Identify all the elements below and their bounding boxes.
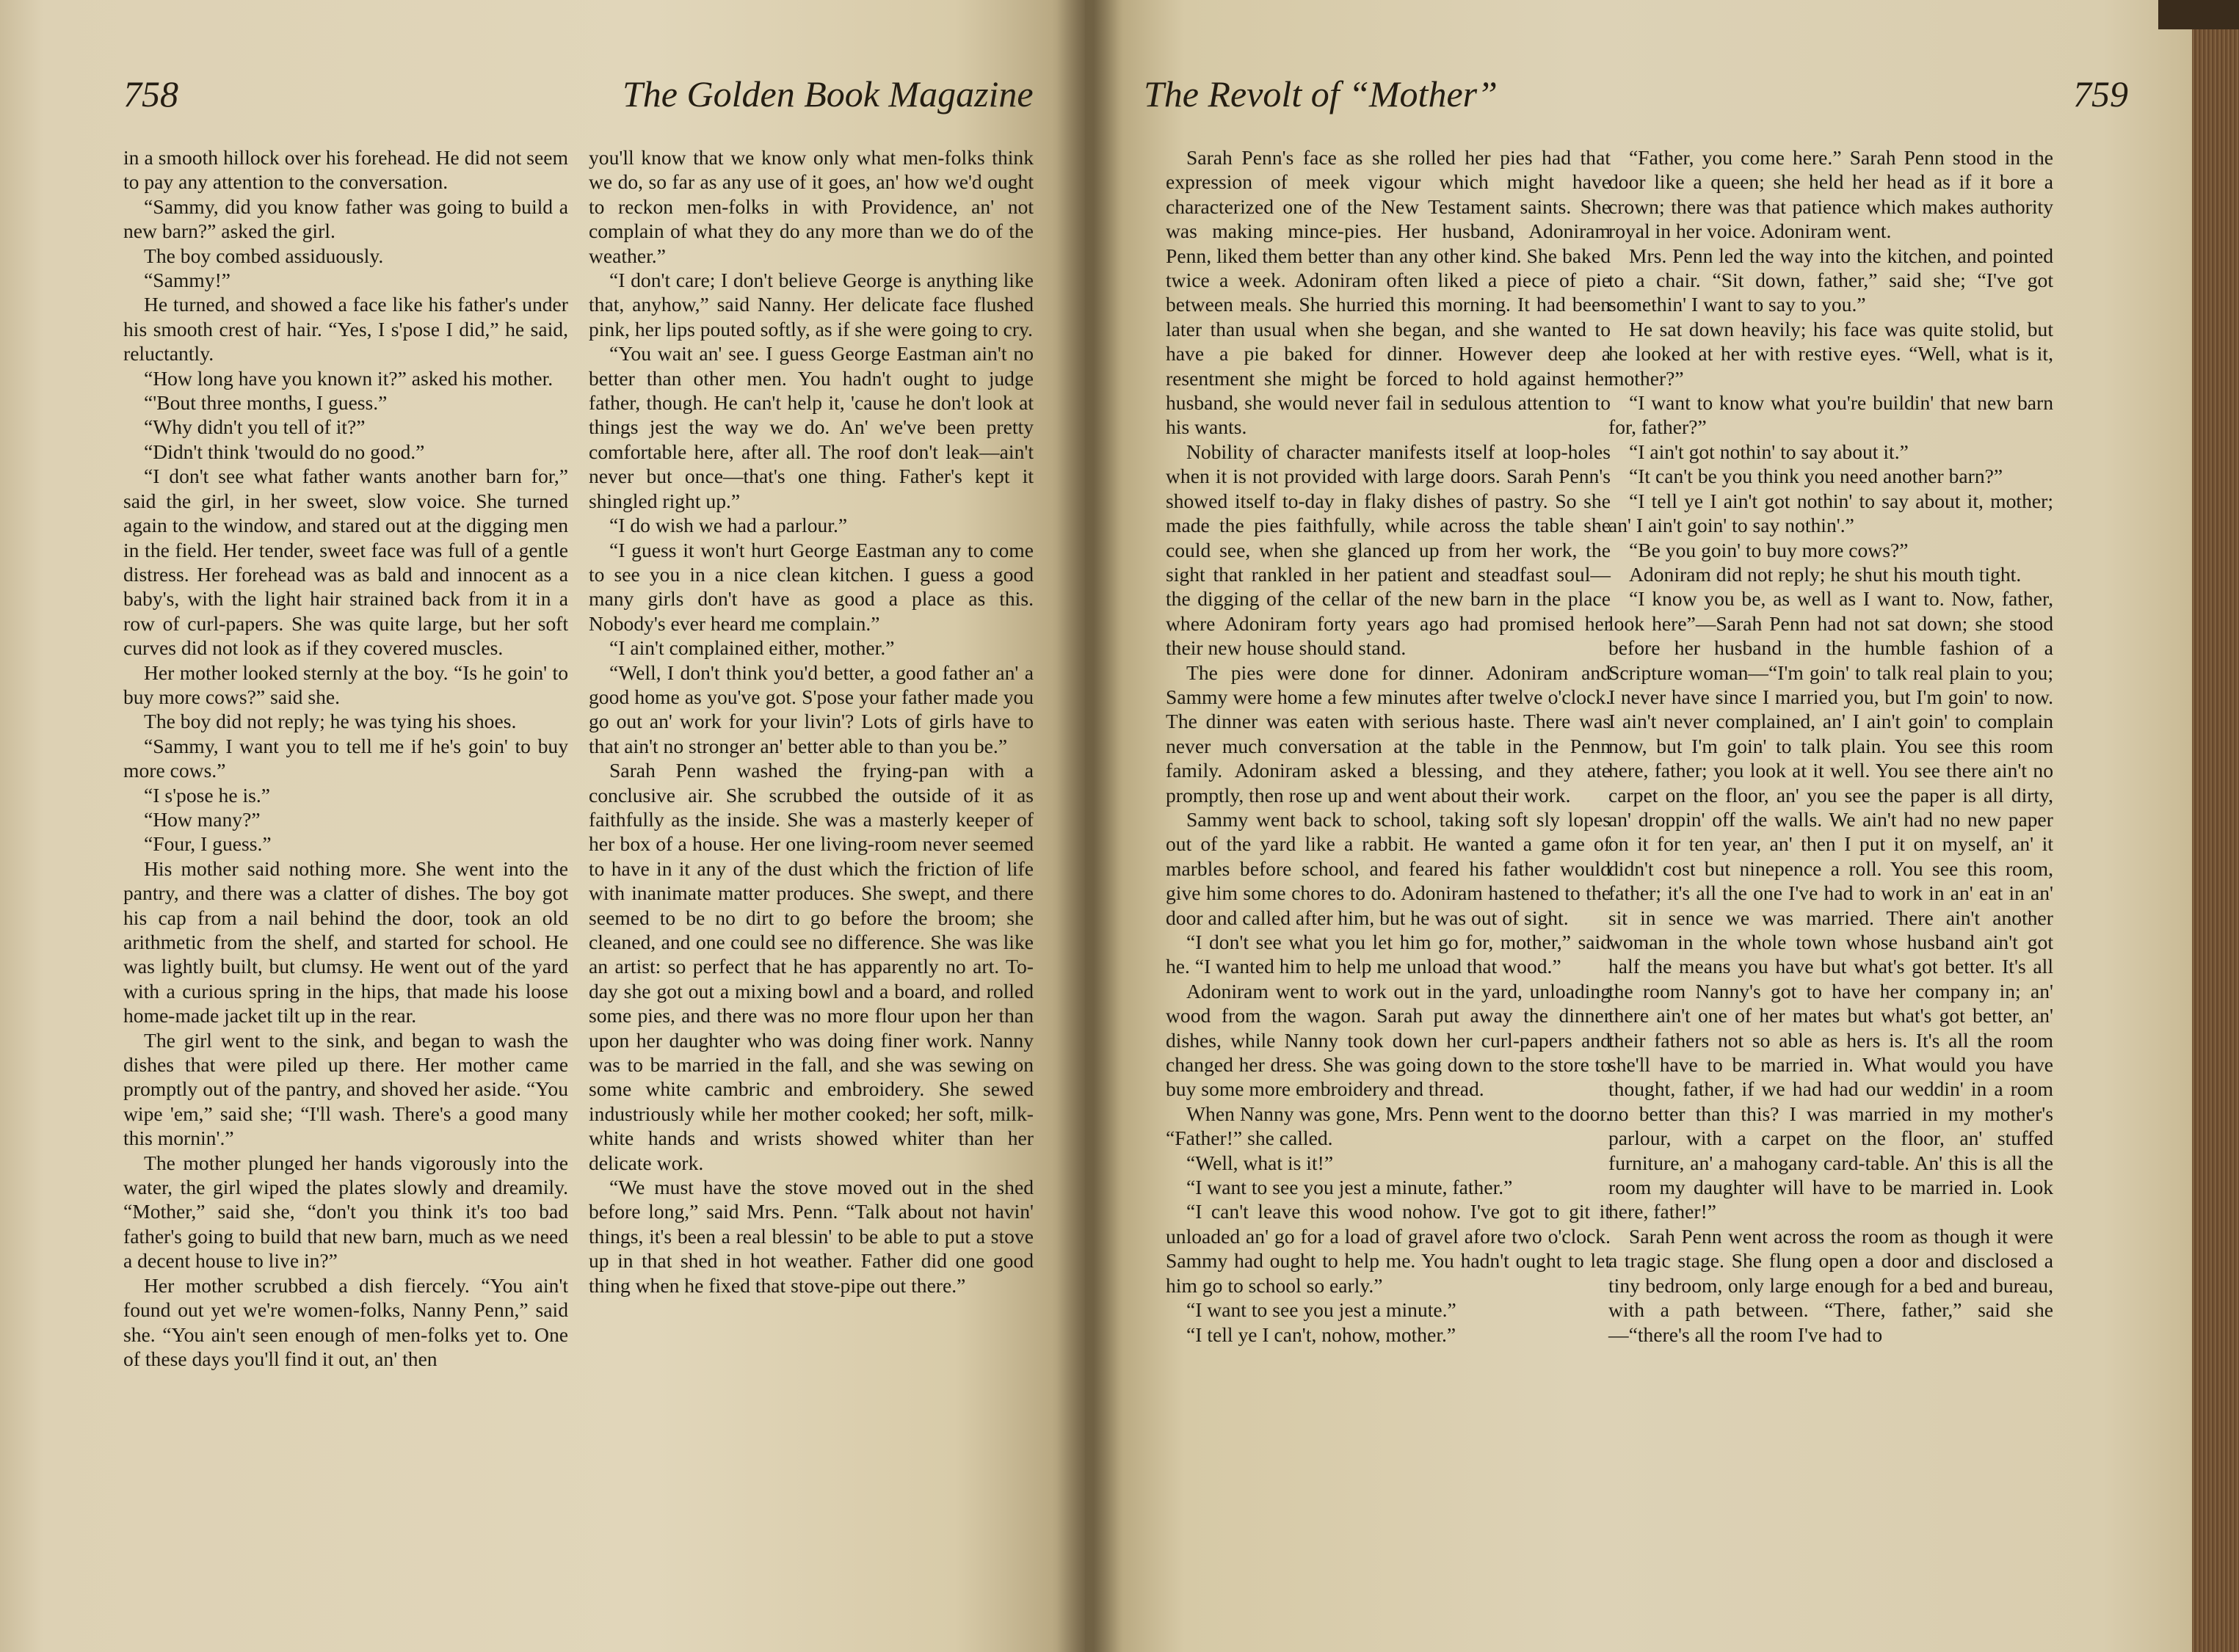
paragraph: “I don't see what you let him go for, mother,” said he. “I wanted him to help me unload that wood.” <box>1166 931 1611 978</box>
paragraph: “Sammy, I want you to tell me if he's goin' to buy more cows.” <box>123 734 568 782</box>
paragraph: He turned, and showed a face like his father's under his smooth crest of hair. “Yes, I s'pose I did,” he said, reluctantly. <box>123 293 568 365</box>
paragraph: “Well, what is it!” <box>1186 1151 1334 1174</box>
paragraph: The pies were done for dinner. Adoniram and Sammy were home a few minutes after twelve o'clock. The dinner was eaten with serious haste. There was never much conversation at the table in the Penn family. Adoniram asked a blessing, and they ate promptly, then rose up and went about their work. <box>1166 661 1611 807</box>
paragraph: Her mother scrubbed a dish fiercely. “You ain't found out yet we're women-folks, Nanny Penn,” said she. “You ain't seen enough of men-folks yet to. One of these days you'll find it out, an' then <box>123 1273 568 1370</box>
paragraph: “How long have you known it?” asked his mother. <box>144 366 554 390</box>
paragraph: “I want to see you jest a minute, father.” <box>1186 1176 1513 1199</box>
paragraph: “Sammy, did you know father was going to build a new barn?” asked the girl. <box>123 194 568 243</box>
right-page-column-1 <box>1166 145 1611 1347</box>
left-page <box>0 0 1085 1652</box>
paragraph: Sarah Penn went across the room as though it were a tragic stage. She flung open a door and disclosed a tiny bedroom, only large enough for a bed and bureau, with a path between. “There, father,” said she—“there's all the room I've had to <box>1608 1224 2053 1346</box>
paragraph: The boy did not reply; he was tying his shoes. <box>144 710 517 733</box>
page-edges <box>2192 0 2239 1652</box>
paragraph: you'll know that we know only what men-folks think we do, so far as any use of it goes, an' how we'd ought to reckon men-folks in with Providence, an' not complain of what they do any more than we do of the weather.” <box>589 146 1034 267</box>
paragraph: “Didn't think 'twould do no good.” <box>144 440 425 463</box>
paragraph: When Nanny was gone, Mrs. Penn went to the door. “Father!” she called. <box>1166 1102 1611 1150</box>
paragraph: “Father, you come here.” Sarah Penn stood in the door like a queen; she held her head as if it bore a crown; there was that patience which makes authority royal in her voice. Adoniram went. <box>1608 146 2053 243</box>
paragraph: He sat down heavily; his face was quite stolid, but he looked at her with restive eyes. “Well, what is it, mother?” <box>1608 317 2053 390</box>
paragraph: The girl went to the sink, and began to wash the dishes that were piled up there. Her mother came promptly out of the pantry, and shoved her aside. “You wipe 'em,” said she; “I'll wash. There's a good many this mornin'.” <box>123 1028 568 1150</box>
book-cover-corner <box>2158 0 2239 29</box>
paragraph: The boy combed assiduously. <box>144 244 384 267</box>
paragraph: “I do wish we had a parlour.” <box>609 514 848 537</box>
paragraph: “Sammy!” <box>144 269 231 292</box>
paragraph: Her mother looked sternly at the boy. “Is he goin' to buy more cows?” said she. <box>123 661 568 708</box>
paragraph: “I want to see you jest a minute.” <box>1186 1298 1456 1322</box>
page-number-right: 759 <box>2073 73 2128 114</box>
paragraph: “Why didn't you tell of it?” <box>144 415 366 439</box>
paragraph: “I tell ye I ain't got nothin' to say about it, mother; an' I ain't goin' to say nothin'.” <box>1608 489 2053 537</box>
paragraph: “I don't care; I don't believe George is anything like that, anyhow,” said Nanny. Her delicate face flushed pink, her lips pouted softly, as if she were going to cry. <box>589 269 1034 341</box>
right-page <box>1085 0 2192 1652</box>
paragraph: “Well, I don't think you'd better, a good father an' a good home as you've got. S'pose your father made you go out an' work for your livin'? Lots of girls have to that ain't no stronger an' better able to than you be.” <box>589 661 1034 757</box>
book-gutter <box>1057 0 1123 1652</box>
paragraph: “I guess it won't hurt George Eastman any to come to see you in a nice clean kitchen. I guess a good many girls don't have as good a place as this. Nobody's ever heard me complain.” <box>589 538 1034 635</box>
paragraph: Sarah Penn's face as she rolled her pies had that expression of meek vigour which might have characterized one of the New Testament saints. She was making mince-pies. Her husband, Adoniram Penn, liked them better than any other kind. She baked twice a week. Adoniram often liked a piece of pie between meals. She hurried this morning. It had been later than usual when she began, and she wanted to have a pie baked for dinner. However deep a resentment she might be forced to hold against her husband, she would never fail in sedulous attention to his wants. <box>1166 146 1611 439</box>
left-page-column-2 <box>589 145 1034 1298</box>
paragraph: in a smooth hillock over his forehead. He did not seem to pay any attention to the conversation. <box>123 146 568 194</box>
paragraph: Adoniram went to work out in the yard, unloading wood from the wagon. Sarah put away the dinner dishes, while Nanny took down her curl-papers and changed her dress. She was going down to the store to buy some more embroidery and thread. <box>1166 979 1611 1101</box>
paragraph: Sarah Penn washed the frying-pan with a conclusive air. She scrubbed the outside of it as faithfully as the inside. She was a masterly keeper of her box of a house. Her one living-room never seemed to have in it any of the dust which the friction of life with inanimate matter produces. She swept, and there seemed to be no dirt to go before the broom; she cleaned, and one could see no difference. She was like an artist: so perfect that he has apparently no art. To-day she got out a mixing bowl and a board, and rolled some pies, and there was no more flour upon her than upon her daughter who was doing finer work. Nanny was to be married in the fall, and she was sewing on some white cambric and embroidery. She sewed industriously while her mother cooked; her soft, milk-white hands and wrists showed whiter than her delicate work. <box>589 759 1034 1174</box>
paragraph: “Be you goin' to buy more cows?” <box>1629 538 1909 561</box>
paragraph: His mother said nothing more. She went into the pantry, and there was a clatter of dishes. The boy got his cap from a nail behind the door, took an old arithmetic from the shelf, and started for school. He was lightly built, but clumsy. He went out of the yard with a curious spring in the hips, that made his loose home-made jacket tilt up in the rear. <box>123 856 568 1027</box>
paragraph: “I can't leave this wood nohow. I've got to git it unloaded an' go for a load of gravel afore two o'clock. Sammy had ought to help me. You hadn't ought to let him go to school so early.” <box>1166 1200 1611 1297</box>
paragraph: Sammy went back to school, taking soft sly lopes out of the yard like a rabbit. He wanted a game of marbles before school, and feared his father would give him some chores to do. Adoniram hastened to the door and called after him, but he was out of sight. <box>1166 807 1611 929</box>
running-title-left: The Golden Book Magazine <box>623 73 1034 114</box>
running-title-right: The Revolt of “Mother” <box>1144 73 1498 114</box>
paragraph: “I ain't complained either, mother.” <box>609 636 895 660</box>
paragraph: Nobility of character manifests itself at loop-holes when it is not provided with large doors. Sarah Penn's showed itself to-day in flaky dishes of pastry. So she made the pies faithfully, while across the table she could see, when she glanced up from her work, the sight that rankled in her patient and steadfast soul—the digging of the cellar of the new barn in the place where Adoniram forty years ago had promised her their new house should stand. <box>1166 440 1611 660</box>
paragraph: “It can't be you think you need another barn?” <box>1629 465 2003 488</box>
right-page-column-2 <box>1608 145 2053 1347</box>
paragraph: “I know you be, as well as I want to. Now, father, look here”—Sarah Penn had not sat down; she stood before her husband in the humble fashion of a Scripture woman—“I'm goin' to talk real plain to you; I never have since I married you, but I'm goin' to now. I ain't never complained, an' I ain't goin' to complain now, but I'm goin' to talk plain. You see this room here, father; you look at it well. You see there ain't no carpet on the floor, an' you see the paper is all dirty, an' droppin' off the walls. We ain't had no new paper on it for ten year, an' then I put it on myself, an' it didn't cost but ninepence a roll. You see this room, father; it's all the one I've had to work in an' eat in an' sit in sence we was married. There ain't another woman in the whole town whose husband ain't got half the means you have but what's got better. It's all the room Nanny's got to have her company in; an' there ain't one of her mates but what's got better, an' their fathers not so able as hers is. It's all the room she'll have to be married in. What would you have thought, father, if we had had our weddin' in a room no better than this? I was married in my mother's parlour, with a carpet on the floor, an' stuffed furniture, an' a mahogany card-table. An' this is all the room my daughter will have to be married in. Look here, father!” <box>1608 587 2053 1223</box>
paragraph: Adoniram did not reply; he shut his mouth tight. <box>1629 562 2022 586</box>
page-number-left: 758 <box>123 73 178 114</box>
paragraph: “I don't see what father wants another barn for,” said the girl, in her sweet, slow voice. She turned again to the window, and stared out at the digging men in the field. Her tender, sweet face was full of a gentle distress. Her forehead was as bald and innocent as a baby's, with the light hair strained back from it in a row of curl-papers. She was quite large, but her soft curves did not look as if they covered muscles. <box>123 465 568 660</box>
paragraph: The mother plunged her hands vigorously into the water, the girl wiped the plates slowly and dreamily. “Mother,” said she, “don't you think it's too bad father's going to build that new barn, much as we need a decent house to live in?” <box>123 1151 568 1273</box>
paragraph: “Four, I guess.” <box>144 832 272 856</box>
paragraph: “I s'pose he is.” <box>144 783 271 807</box>
paragraph: “We must have the stove moved out in the shed before long,” said Mrs. Penn. “Talk about not havin' things, it's been a real blessin' to be able to put a stove up in that shed in hot weather. Father did one good thing when he fixed that stove-pipe out there.” <box>589 1176 1034 1297</box>
paragraph: “I tell ye I can't, nohow, mother.” <box>1186 1322 1456 1346</box>
paragraph: Mrs. Penn led the way into the kitchen, and pointed to a chair. “Sit down, father,” said she; “I've got somethin' I want to say to you.” <box>1608 244 2053 316</box>
paragraph: “I want to know what you're buildin' that new barn for, father?” <box>1608 391 2053 439</box>
left-page-column-1 <box>123 145 568 1371</box>
paragraph: “I ain't got nothin' to say about it.” <box>1629 440 1909 463</box>
paragraph: “How many?” <box>144 807 261 831</box>
paragraph: “'Bout three months, I guess.” <box>144 391 388 415</box>
paragraph: “You wait an' see. I guess George Eastman ain't no better than other men. You hadn't ought to judge father, though. He can't help it, 'cause he don't look at things jest the way we do. An' we've been pretty comfortable here, after all. The roof don't leak—ain't never but once—that's one thing. Father's kept it shingled right up.” <box>589 342 1034 512</box>
